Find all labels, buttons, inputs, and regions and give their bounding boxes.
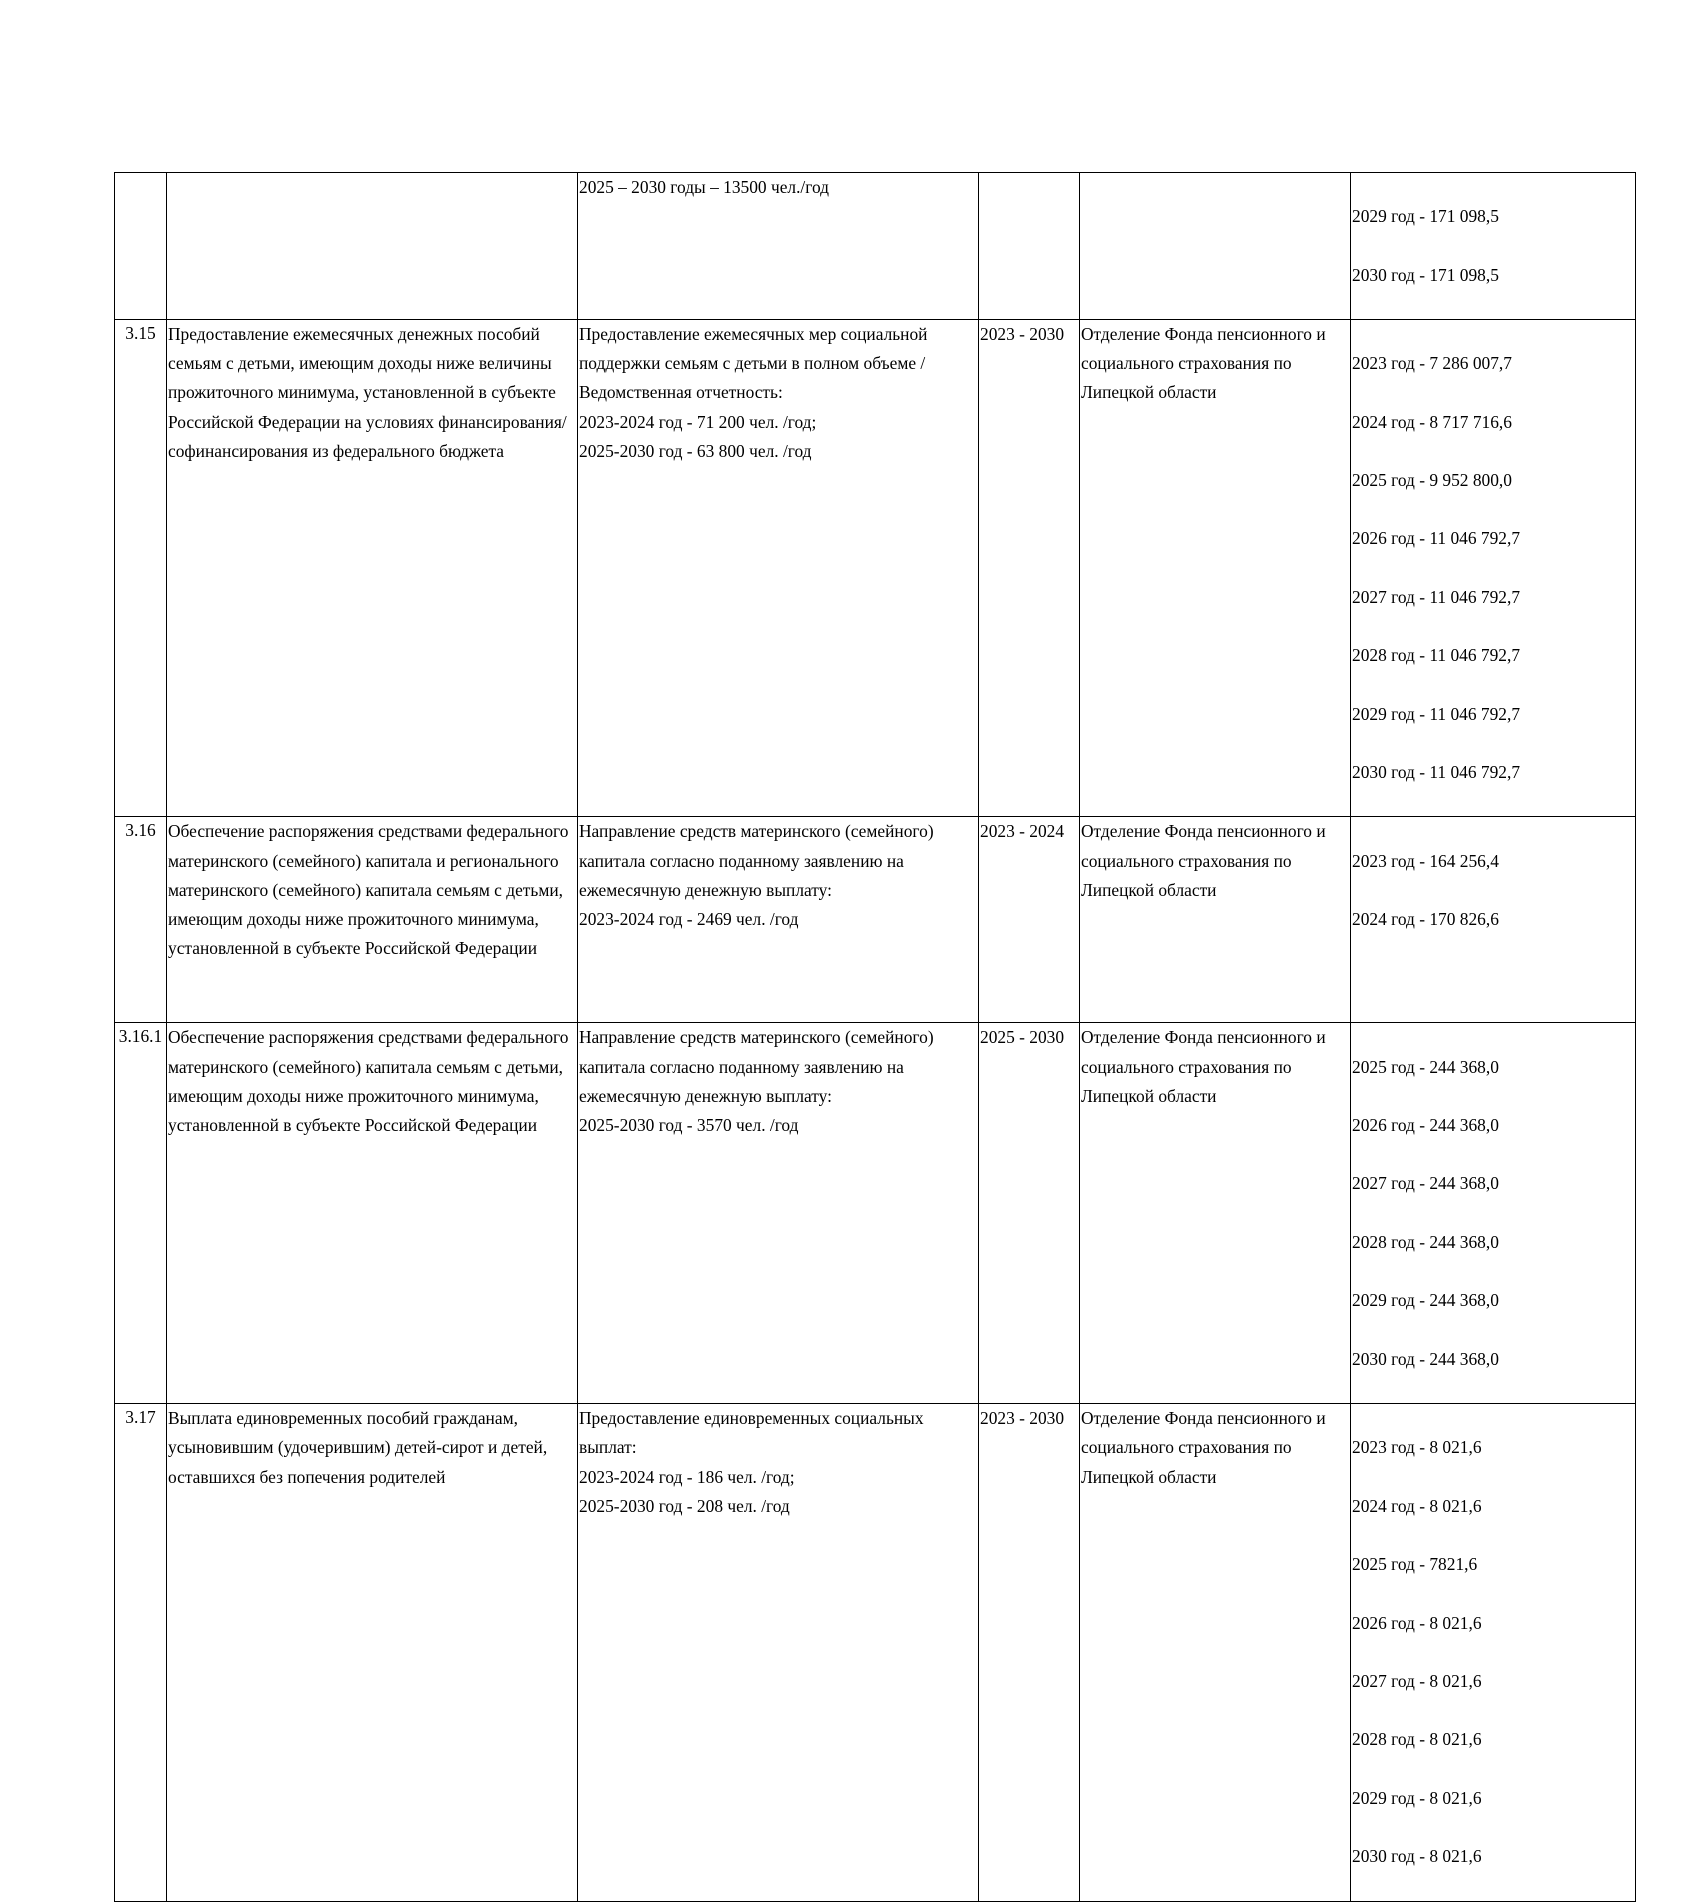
financing-line: 2025 год - 244 368,0	[1352, 1056, 1499, 1077]
expected-result-cell: 2025 – 2030 годы – 13500 чел./год	[578, 173, 979, 320]
table-row	[115, 1404, 1636, 1901]
executor-cell: Отделение Фонда пенсионного и социального страхования по Липецкой области	[1080, 1023, 1351, 1404]
table-row	[115, 1023, 1636, 1404]
financing-line: 2027 год - 11 046 792,7	[1352, 586, 1521, 607]
period-cell: 2023 - 2030	[979, 320, 1080, 817]
period-cell	[979, 173, 1080, 320]
financing-line: 2029 год - 244 368,0	[1352, 1290, 1499, 1311]
financing-line: 2024 год - 8 021,6	[1352, 1495, 1482, 1516]
financing-line: 2029 год - 8 021,6	[1352, 1787, 1482, 1808]
measure-name-cell: Выплата единовременных пособий гражданам, усыновившим (удочерившим) детей-сирот и детей, оставшихся без попечения родителей	[167, 1404, 578, 1901]
financing-line: 2024 год - 8 717 716,6	[1352, 411, 1512, 432]
financing-line: 2028 год - 11 046 792,7	[1352, 645, 1521, 666]
financing-line: 2026 год - 8 021,6	[1352, 1612, 1482, 1633]
financing-line: 2024 год - 170 826,6	[1352, 909, 1499, 930]
financing-line: 2028 год - 244 368,0	[1352, 1231, 1499, 1252]
financing-line: 2026 год - 244 368,0	[1352, 1115, 1499, 1136]
measure-name-cell: Обеспечение распоряжения средствами федерального материнского (семейного) капитала и регионального материнского (семейного) капитала семьям с детьми, имеющим доходы ниже прожиточного минимума, установленной в субъекте Российской Федерации	[167, 817, 578, 1023]
row-number-cell: 3.16.1	[115, 1023, 167, 1404]
financing-line: 2023 год - 7 286 007,7	[1352, 353, 1512, 374]
table-row	[115, 817, 1636, 1023]
row-number-cell: 3.16	[115, 817, 167, 1023]
expected-result-cell: Направление средств материнского (семейного) капитала согласно поданному заявлению на ежемесячную денежную выплату: 2023-2024 год - 2469 чел. /год	[578, 817, 979, 1023]
expected-result-cell: Предоставление единовременных социальных выплат: 2023-2024 год - 186 чел. /год; 2025-2030 год - 208 чел. /год	[578, 1404, 979, 1901]
financing-cell	[1351, 1023, 1636, 1404]
financing-cell	[1351, 320, 1636, 817]
expected-result-cell: Предоставление ежемесячных мер социальной поддержки семьям с детьми в полном объеме / Ведомственная отчетность: 2023-2024 год - 71 200 чел. /год; 2025-2030 год - 63 800 чел. /год	[578, 320, 979, 817]
row-number-cell	[115, 173, 167, 320]
table-row	[115, 173, 1636, 320]
financing-line: 2027 год - 8 021,6	[1352, 1670, 1482, 1691]
financing-line: 2026 год - 11 046 792,7	[1352, 528, 1521, 549]
financing-line: 2027 год - 244 368,0	[1352, 1173, 1499, 1194]
financing-line: 2030 год - 8 021,6	[1352, 1846, 1482, 1867]
measure-name-cell: Предоставление ежемесячных денежных пособий семьям с детьми, имеющим доходы ниже величины прожиточного минимума, установленной в субъекте Российской Федерации на условиях финансирования/ софинансирования из федерального бюджета	[167, 320, 578, 817]
financing-line: 2029 год - 171 098,5	[1352, 206, 1499, 227]
row-number-cell: 3.17	[115, 1404, 167, 1901]
financing-line: 2029 год - 11 046 792,7	[1352, 703, 1521, 724]
financing-cell	[1351, 173, 1636, 320]
period-cell: 2023 - 2024	[979, 817, 1080, 1023]
financing-line: 2023 год - 164 256,4	[1352, 850, 1499, 871]
period-cell: 2023 - 2030	[979, 1404, 1080, 1901]
measure-name-cell: Обеспечение распоряжения средствами федерального материнского (семейного) капитала семьям с детьми, имеющим доходы ниже прожиточного минимума, установленной в субъекте Российской Федерации	[167, 1023, 578, 1404]
financing-line: 2030 год - 11 046 792,7	[1352, 762, 1521, 783]
financing-line: 2030 год - 171 098,5	[1352, 264, 1499, 285]
executor-cell: Отделение Фонда пенсионного и социального страхования по Липецкой области	[1080, 817, 1351, 1023]
financing-cell	[1351, 1404, 1636, 1901]
row-number-cell: 3.15	[115, 320, 167, 817]
financing-line: 2025 год - 7821,6	[1352, 1554, 1478, 1575]
executor-cell: Отделение Фонда пенсионного и социального страхования по Липецкой области	[1080, 1404, 1351, 1901]
executor-cell	[1080, 173, 1351, 320]
financing-line: 2023 год - 8 021,6	[1352, 1437, 1482, 1458]
financing-line: 2030 год - 244 368,0	[1352, 1348, 1499, 1369]
executor-cell: Отделение Фонда пенсионного и социального страхования по Липецкой области	[1080, 320, 1351, 817]
expected-result-cell: Направление средств материнского (семейного) капитала согласно поданному заявлению на ежемесячную денежную выплату: 2025-2030 год - 3570 чел. /год	[578, 1023, 979, 1404]
financing-cell	[1351, 817, 1636, 1023]
period-cell: 2025 - 2030	[979, 1023, 1080, 1404]
measure-name-cell	[167, 173, 578, 320]
measures-table	[114, 172, 1636, 1902]
table-row	[115, 320, 1636, 817]
financing-line: 2025 год - 9 952 800,0	[1352, 470, 1512, 491]
financing-line: 2028 год - 8 021,6	[1352, 1729, 1482, 1750]
